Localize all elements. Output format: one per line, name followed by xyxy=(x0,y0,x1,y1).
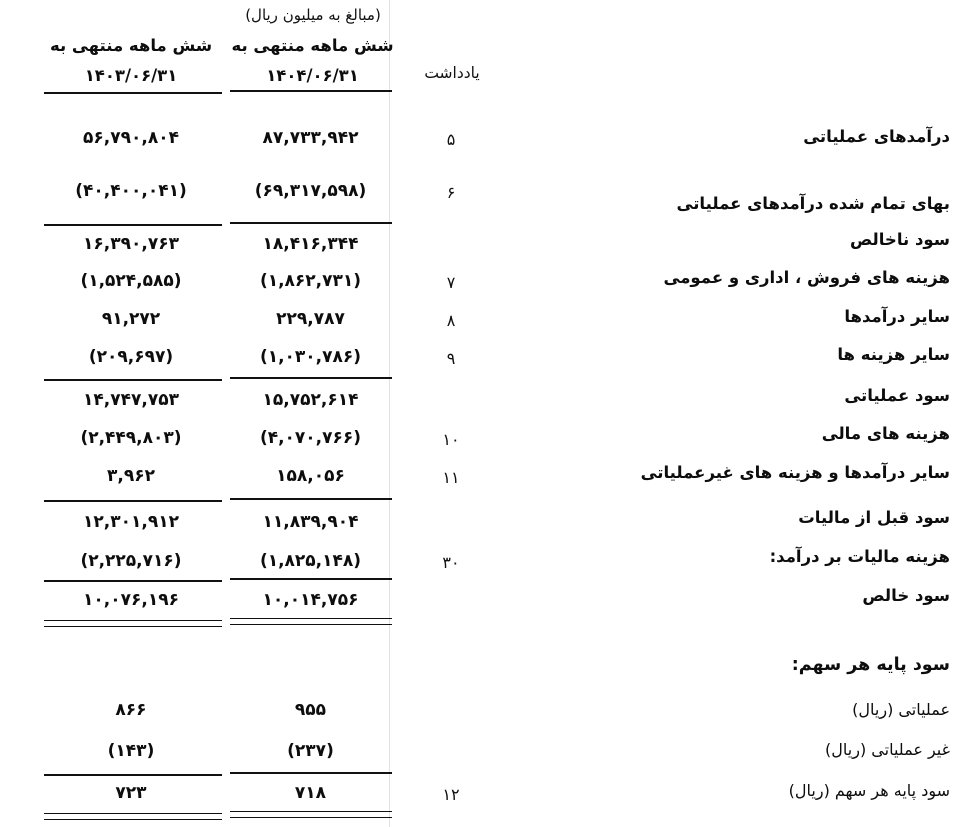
cell-previous: (۱,۵۲۴,۵۸۵) xyxy=(80,271,182,291)
subtotal-rule-previous xyxy=(44,379,222,381)
row-label-finance-costs: هزینه های مالی xyxy=(821,424,950,443)
cell-current: ۱۵۸,۰۵۶ xyxy=(276,466,345,486)
cell-previous: (۴۰,۴۰۰,۰۴۱) xyxy=(75,181,187,201)
total-rule-previous xyxy=(44,580,222,582)
cell-previous: (۱۴۳) xyxy=(107,741,155,761)
cell-note: ۹ xyxy=(446,349,456,368)
cell-current: (۱,۰۳۰,۷۸۶) xyxy=(259,347,362,367)
row-label-operating-profit: سود عملیاتی xyxy=(844,386,950,405)
cell-previous: (۲,۲۲۵,۷۱۶) xyxy=(80,551,182,571)
cell-current: (۴,۰۷۰,۷۶۶) xyxy=(259,428,362,448)
cell-note: ۵ xyxy=(446,130,456,149)
row-label-eps-non-operating: غیر عملیاتی (ریال) xyxy=(825,740,950,759)
cell-current: (۱,۸۶۲,۷۳۱) xyxy=(259,271,362,291)
cell-current: (۱,۸۲۵,۱۴۸) xyxy=(259,551,362,571)
row-label-other-expenses: سایر هزینه ها xyxy=(837,345,950,364)
cell-current: ۹۵۵ xyxy=(294,700,327,720)
row-label-eps-operating: عملیاتی (ریال) xyxy=(852,700,950,719)
subtotal-rule-previous xyxy=(44,500,222,502)
cell-previous: ۱۶,۳۹۰,۷۶۳ xyxy=(83,234,179,254)
header-rule-previous xyxy=(44,92,222,94)
cell-previous: ۹۱,۲۷۲ xyxy=(101,309,161,329)
cell-current: ۸۷,۷۳۳,۹۴۲ xyxy=(262,128,359,148)
column-header-previous-date: ۱۴۰۳/۰۶/۳۱ xyxy=(84,66,178,85)
cell-current: ۱۵,۷۵۲,۶۱۴ xyxy=(262,390,359,410)
row-label-gross-profit: سود ناخالص xyxy=(850,230,950,249)
cell-current: ۱۰,۰۱۴,۷۵۶ xyxy=(262,590,359,610)
cell-note: ۱۲ xyxy=(442,785,460,804)
column-header-current-date: ۱۴۰۴/۰۶/۳۱ xyxy=(266,66,359,85)
note-column-header: یادداشت xyxy=(424,64,480,82)
cell-previous: ۵۶,۷۹۰,۸۰۴ xyxy=(83,128,179,148)
cell-current: (۶۹,۳۱۷,۵۹۸) xyxy=(254,181,367,201)
subtotal-rule-current xyxy=(230,498,392,500)
eps-total-rule-current xyxy=(230,772,392,774)
units-note: (مبالغ به میلیون ریال) xyxy=(245,6,381,24)
header-rule-current xyxy=(230,90,392,92)
cell-previous: ۱۴,۷۴۷,۷۵۳ xyxy=(83,390,179,410)
cell-note: ۱۰ xyxy=(442,430,460,449)
column-header-current-title: شش ماهه منتهی به xyxy=(231,36,394,55)
cell-note: ۱۱ xyxy=(442,468,460,487)
row-label-eps-total: سود پایه هر سهم (ریال) xyxy=(788,781,950,800)
eps-section-title: سود پایه هر سهم: xyxy=(791,655,950,675)
row-label-non-operating-items: سایر درآمدها و هزینه های غیرعملیاتی xyxy=(640,463,950,482)
subtotal-rule-previous xyxy=(44,224,222,226)
cell-previous: ۱۰,۰۷۶,۱۹۶ xyxy=(83,590,179,610)
cell-current: ۱۸,۴۱۶,۳۴۴ xyxy=(262,234,359,254)
grand-total-double-rule-current xyxy=(230,618,392,625)
cell-previous: (۲۰۹,۶۹۷) xyxy=(88,347,174,367)
cell-note: ۳۰ xyxy=(442,553,460,572)
row-label-operating-revenue: درآمدهای عملیاتی xyxy=(803,127,950,146)
column-header-previous-title: شش ماهه منتهی به xyxy=(49,36,213,55)
cell-previous: ۸۶۶ xyxy=(115,700,147,720)
cell-note: ۷ xyxy=(446,273,456,292)
grand-total-double-rule-previous xyxy=(44,620,222,627)
row-label-income-tax: هزینه مالیات بر درآمد: xyxy=(769,547,950,566)
cell-previous: ۱۲,۳۰۱,۹۱۲ xyxy=(83,512,179,532)
subtotal-rule-current xyxy=(230,222,392,224)
cell-previous: ۳,۹۶۲ xyxy=(107,466,155,486)
row-label-net-profit: سود خالص xyxy=(862,586,950,605)
cell-current: ۲۲۹,۷۸۷ xyxy=(276,309,345,329)
cell-note: ۸ xyxy=(446,311,456,330)
cell-previous: (۲,۴۴۹,۸۰۳) xyxy=(80,428,182,448)
row-label-cost-of-revenue: بهای تمام شده درآمدهای عملیاتی xyxy=(676,194,950,213)
cell-note: ۶ xyxy=(446,183,456,202)
row-label-sga-expenses: هزینه های فروش ، اداری و عمومی xyxy=(663,268,950,287)
cell-previous: ۷۲۳ xyxy=(115,783,147,803)
eps-total-rule-previous xyxy=(44,774,222,776)
total-rule-current xyxy=(230,578,392,580)
cell-current: (۲۳۷) xyxy=(287,741,334,761)
row-label-profit-before-tax: سود قبل از مالیات xyxy=(798,508,950,527)
subtotal-rule-current xyxy=(230,377,392,379)
row-label-other-income: سایر درآمدها xyxy=(844,307,950,326)
cell-current: ۱۱,۸۳۹,۹۰۴ xyxy=(262,512,359,532)
eps-double-rule-current xyxy=(230,811,392,818)
cell-current: ۷۱۸ xyxy=(294,783,327,803)
eps-double-rule-previous xyxy=(44,813,222,820)
